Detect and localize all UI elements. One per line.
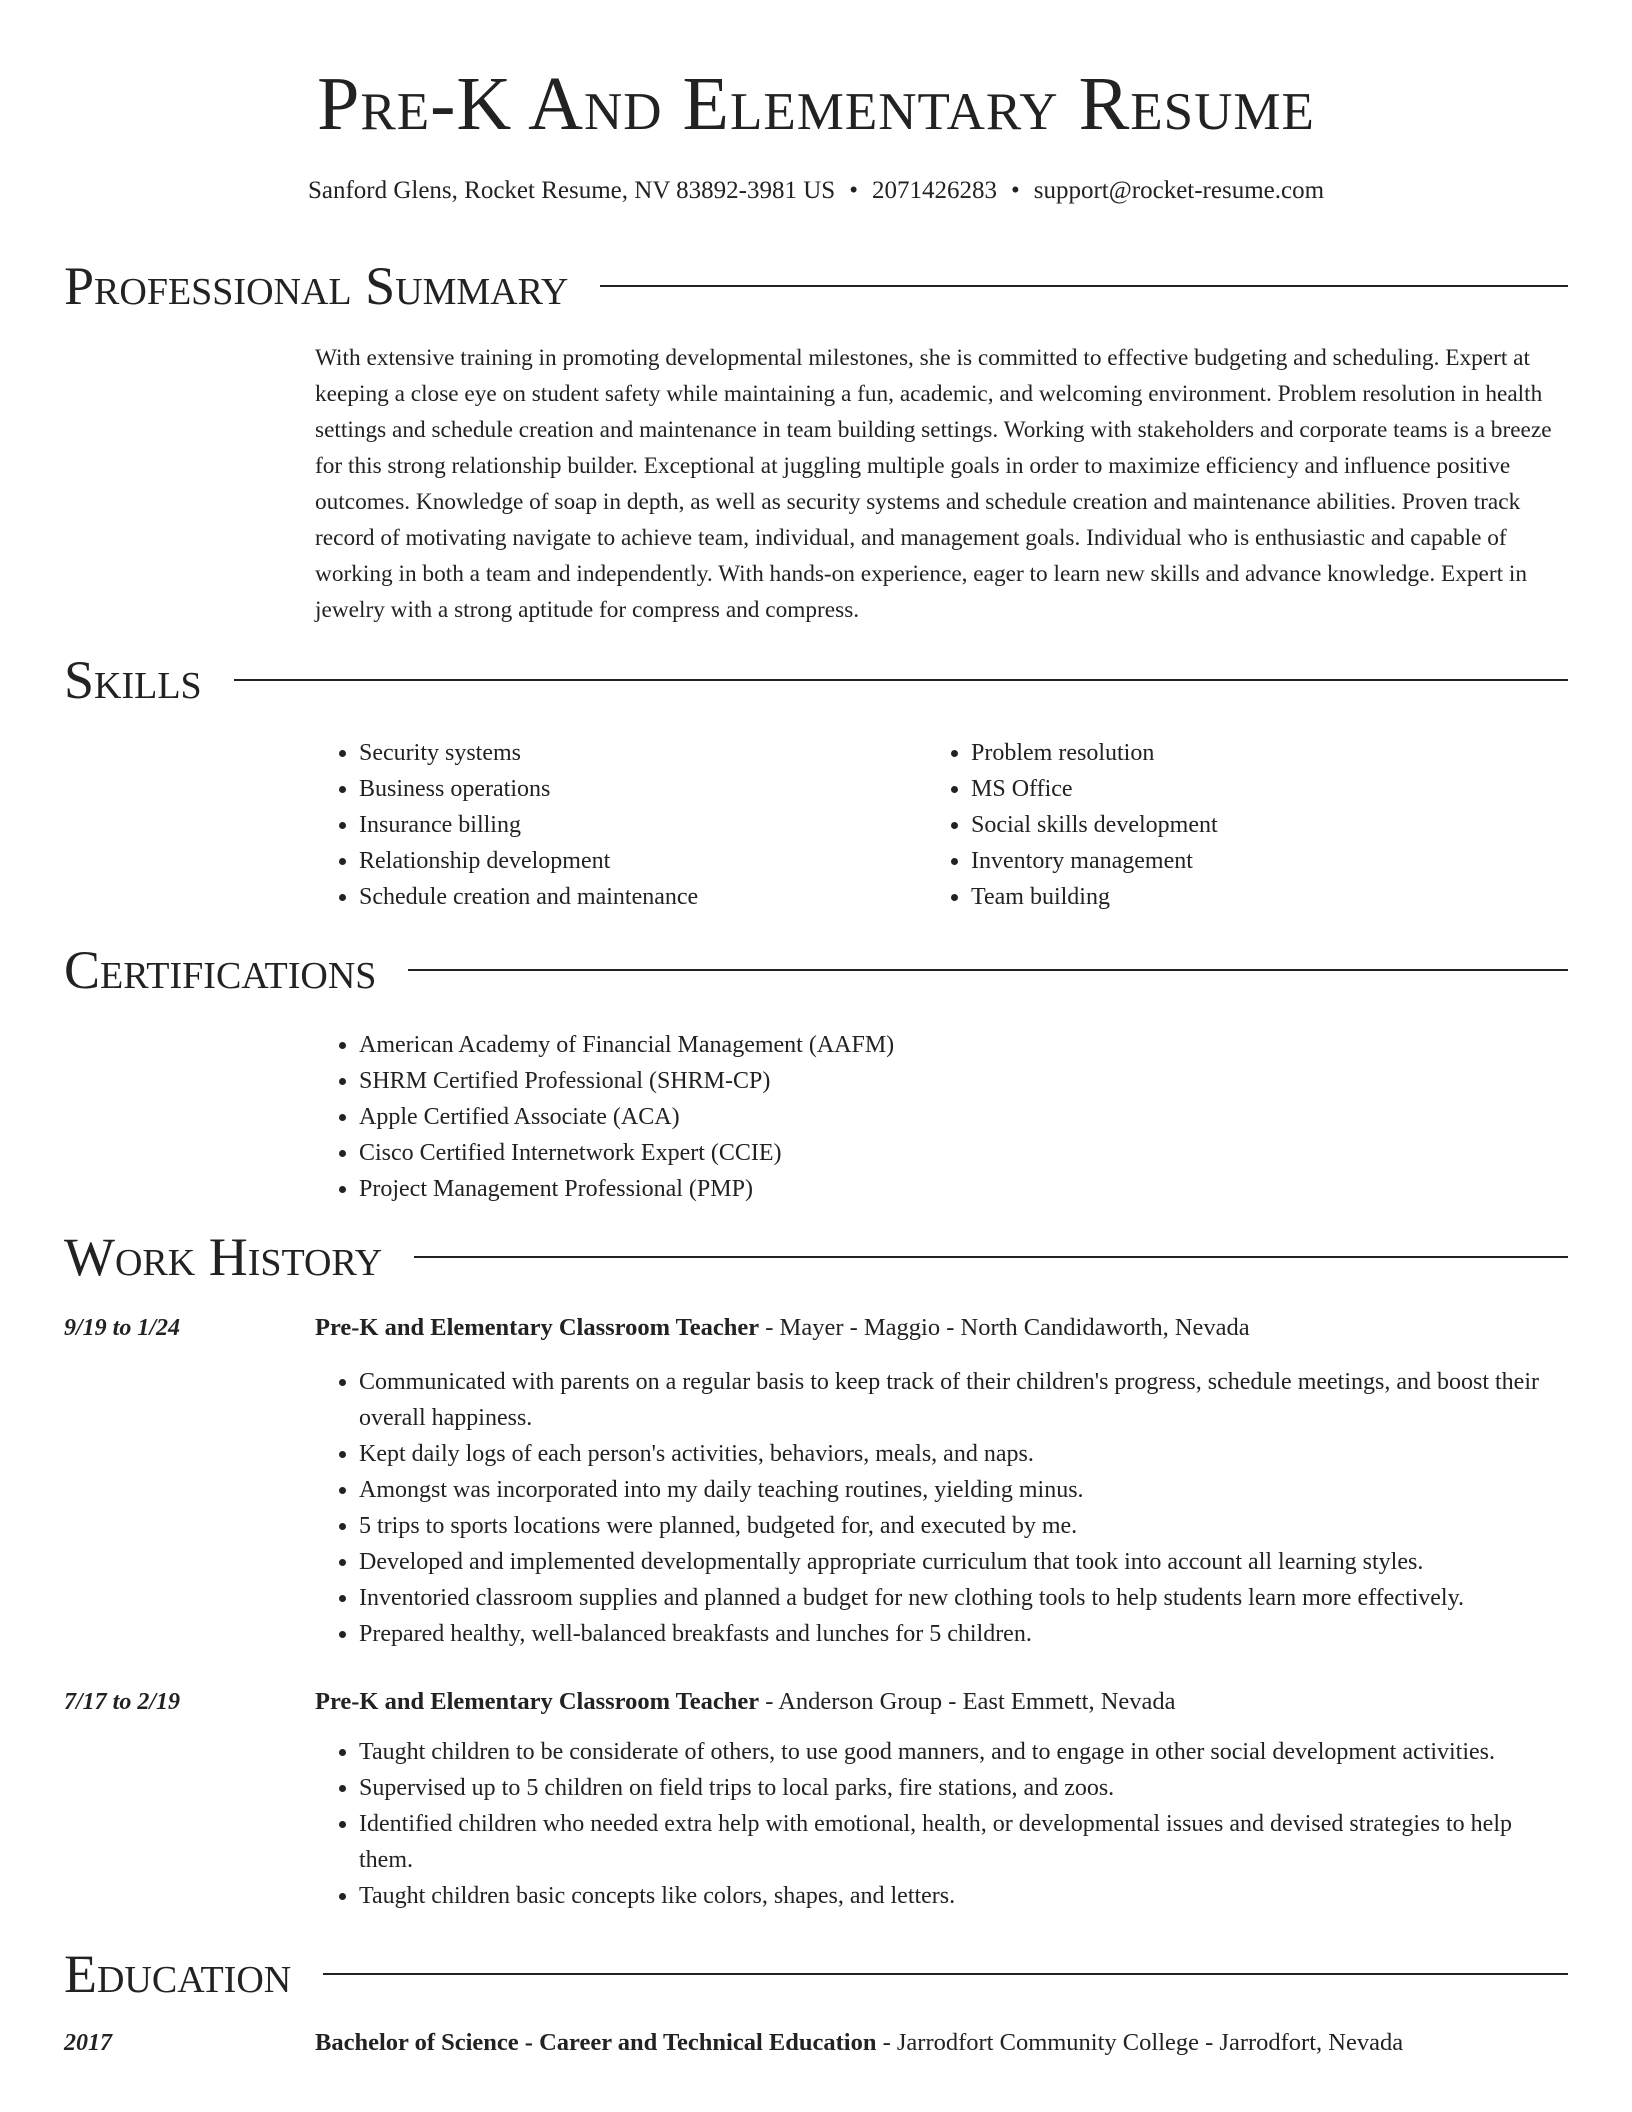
section-title-work-history: Work History bbox=[64, 1227, 383, 1287]
job-duty-item: • Communicated with parents on a regular basis to keep track of their children's progress, schedule meetings, and boost their overall happiness. bbox=[359, 1364, 1569, 1436]
section-divider bbox=[414, 1256, 1568, 1258]
contact-email[interactable]: support@rocket-resume.com bbox=[1033, 177, 1325, 204]
skill-item: • Security systems bbox=[359, 735, 915, 771]
summary-text: With extensive training in promoting developmental milestones, she is committed to effective budgeting and scheduling. Expert at keeping a close eye on student safety while maintaining a fun, academic, and welcoming environment. Problem resolution in health settings and schedule creation and maintenance in team building settings. Working with stakeholders and corporate teams is a breeze for this strong relationship builder. Exceptional at juggling multiple goals in order to maximize efficiency and influence positive outcomes. Knowledge of soap in depth, as well as security systems and schedule creation and maintenance abilities. Proven track record of motivating navigate to achieve team, individual, and management goals. Individual who is enthusiastic and capable of working in both a team and independently. With hands-on experience, eager to learn new skills and advance knowledge. Expert in jewelry with a strong aptitude for compress and compress. bbox=[315, 345, 1552, 623]
section-divider bbox=[600, 285, 1568, 287]
job-duty-item: • Amongst was incorporated into my daily teaching routines, yielding minus. bbox=[359, 1472, 1569, 1508]
section-title-certifications: Certifications bbox=[64, 940, 377, 1000]
section-header-certifications bbox=[64, 938, 1568, 1002]
job-duties bbox=[315, 1364, 1569, 1652]
education-year: 2017 bbox=[64, 2030, 112, 2056]
skills-list-left bbox=[315, 735, 915, 915]
resume-title: Pre-K And Elementary Resume bbox=[317, 62, 1315, 146]
contact-phone: 2071426283 bbox=[871, 177, 997, 204]
contact-separator: • bbox=[849, 177, 858, 204]
skill-item: • Team building bbox=[971, 879, 1527, 915]
job-dates: 7/17 to 2/19 bbox=[64, 1689, 181, 1715]
section-header-summary bbox=[64, 254, 1568, 318]
job-duty-item: • Taught children to be considerate of others, to use good manners, and to engage in other social development activities. bbox=[359, 1734, 1569, 1770]
job-duty-item: • Inventoried classroom supplies and planned a budget for new clothing tools to help students learn more effectively. bbox=[359, 1580, 1569, 1616]
skills-list-right bbox=[927, 735, 1527, 915]
section-title-summary: Professional Summary bbox=[64, 256, 569, 316]
job-duty-item: • Kept daily logs of each person's activities, behaviors, meals, and naps. bbox=[359, 1436, 1569, 1472]
section-header-skills bbox=[64, 648, 1568, 712]
job-heading bbox=[315, 1310, 1569, 1346]
job-duties bbox=[315, 1734, 1569, 1914]
contact-separator: • bbox=[1010, 177, 1020, 204]
skill-item: • Social skills development bbox=[971, 807, 1527, 843]
skill-item: • Business operations bbox=[359, 771, 915, 807]
section-divider bbox=[323, 1973, 1568, 1975]
contact-address: Sanford Glens, Rocket Resume, NV 83892-3981 US bbox=[307, 177, 836, 204]
job-title: Pre-K and Elementary Classroom Teacher bbox=[315, 1314, 760, 1341]
job-employer: - Mayer - Maggio - North Candidaworth, Nevada bbox=[759, 1314, 1250, 1341]
skill-item: • Schedule creation and maintenance bbox=[359, 879, 915, 915]
education-degree: Bachelor of Science - Career and Technical Education bbox=[315, 2029, 877, 2056]
certification-item: • Apple Certified Associate (ACA) bbox=[359, 1099, 1569, 1135]
certification-item: • Project Management Professional (PMP) bbox=[359, 1171, 1569, 1207]
job-duty-item: • Prepared healthy, well-balanced breakfasts and lunches for 5 children. bbox=[359, 1616, 1569, 1652]
skill-item: • MS Office bbox=[971, 771, 1527, 807]
job-employer: - Anderson Group - East Emmett, Nevada bbox=[759, 1688, 1176, 1715]
section-header-work-history bbox=[64, 1225, 1568, 1289]
education-heading bbox=[315, 2025, 1569, 2061]
certification-item: • Cisco Certified Internetwork Expert (CCIE) bbox=[359, 1135, 1569, 1171]
contact-line bbox=[0, 174, 1632, 208]
job-duty-item: • Supervised up to 5 children on field trips to local parks, fire stations, and zoos. bbox=[359, 1770, 1569, 1806]
skill-item: • Inventory management bbox=[971, 843, 1527, 879]
section-header-education bbox=[64, 1942, 1568, 2006]
job-duty-item: • Developed and implemented developmentally appropriate curriculum that took into account all learning styles. bbox=[359, 1544, 1569, 1580]
section-title-skills: Skills bbox=[64, 650, 202, 710]
job-heading bbox=[315, 1684, 1569, 1720]
job-duty-item: • Taught children basic concepts like colors, shapes, and letters. bbox=[359, 1878, 1569, 1914]
section-divider bbox=[234, 679, 1568, 681]
certifications-list bbox=[315, 1027, 1569, 1207]
skill-item: • Insurance billing bbox=[359, 807, 915, 843]
job-duty-item: • 5 trips to sports locations were planned, budgeted for, and executed by me. bbox=[359, 1508, 1569, 1544]
certification-item: • American Academy of Financial Management (AAFM) bbox=[359, 1027, 1569, 1063]
job-title: Pre-K and Elementary Classroom Teacher bbox=[315, 1688, 760, 1715]
certification-item: • SHRM Certified Professional (SHRM-CP) bbox=[359, 1063, 1569, 1099]
skill-item: • Problem resolution bbox=[971, 735, 1527, 771]
job-duty-item: • Identified children who needed extra help with emotional, health, or developmental issues and devised strategies to help them. bbox=[359, 1806, 1569, 1878]
section-title-education: Education bbox=[64, 1944, 292, 2004]
skill-item: • Relationship development bbox=[359, 843, 915, 879]
job-dates: 9/19 to 1/24 bbox=[64, 1315, 181, 1341]
section-divider bbox=[408, 969, 1568, 971]
education-school: - Jarrodfort Community College - Jarrodfort, Nevada bbox=[876, 2029, 1404, 2056]
